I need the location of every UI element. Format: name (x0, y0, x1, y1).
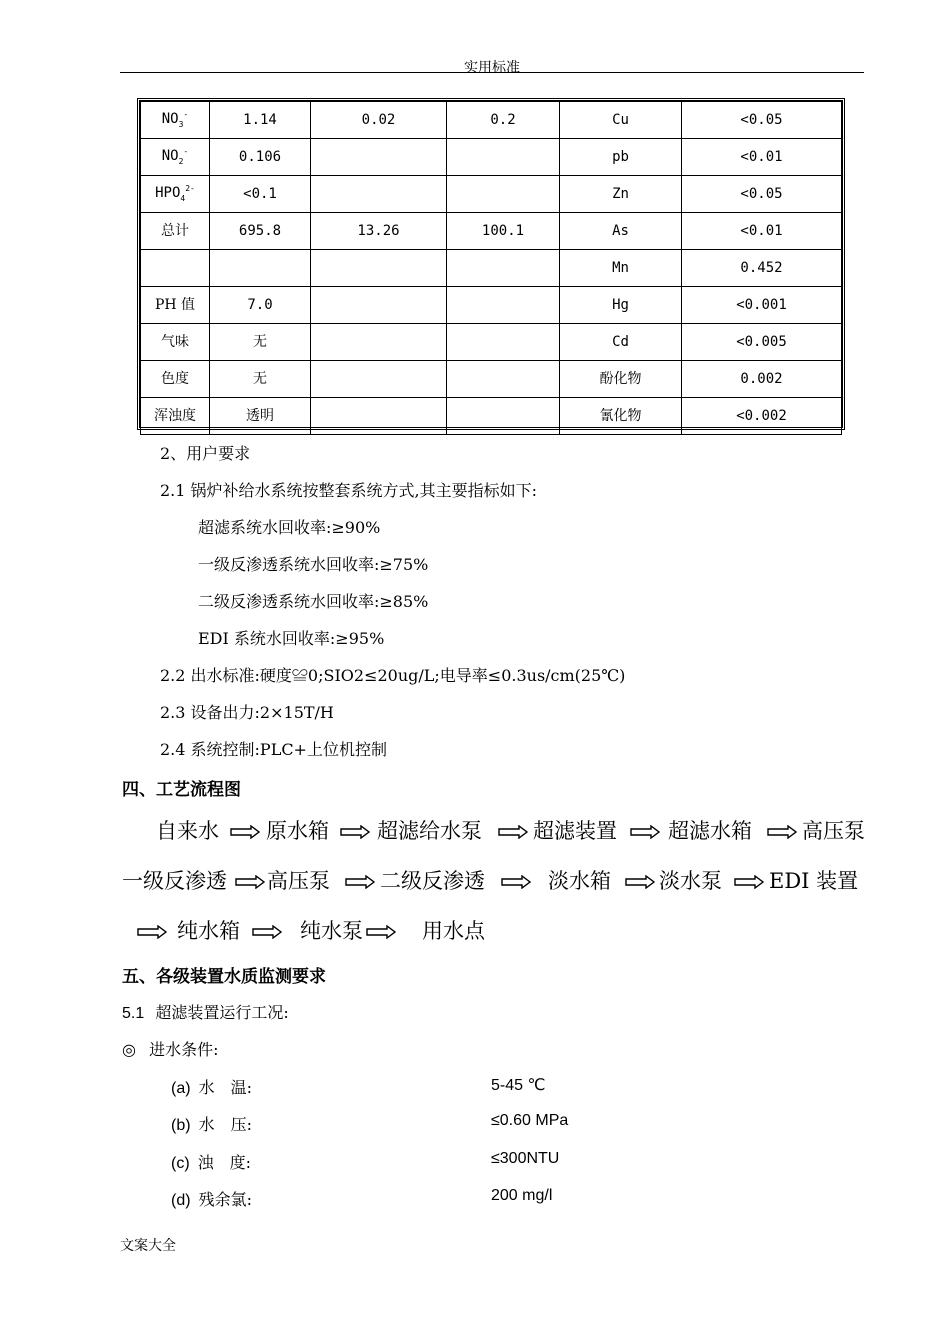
value-cell (447, 287, 560, 324)
subscript: 2 (178, 157, 184, 166)
flow-arrow-icon (230, 825, 260, 839)
cell-text: 无 (253, 371, 267, 387)
value-cell (210, 287, 311, 324)
cell-text: 0.452 (740, 260, 783, 276)
metal-value-cell (682, 324, 842, 361)
value-cell (311, 102, 447, 139)
flow-arrow-icon (345, 875, 375, 889)
recovery-edi: EDI 系统水回收率:≥95% (198, 629, 385, 648)
cell-text: <0.05 (740, 186, 783, 202)
condition-value: ≤300NTU (491, 1150, 560, 1167)
cell-text: Mn (612, 260, 629, 276)
flow-arrow-icon (734, 875, 764, 889)
flow-arrow-icon (137, 925, 167, 939)
value-cell (311, 324, 447, 361)
flow-step: 用水点 (422, 919, 485, 943)
subsection-title: 超滤装置运行工况: (155, 1003, 289, 1022)
flow-arrow-icon (235, 875, 265, 889)
inlet-conditions-title (122, 1037, 218, 1060)
value-cell (447, 176, 560, 213)
flow-arrow-icon (767, 825, 797, 839)
value-cell (447, 139, 560, 176)
cell-text: 透明 (246, 408, 274, 424)
cell-text: As (612, 223, 629, 239)
cell-text: <0.01 (740, 223, 783, 239)
table-row (141, 250, 842, 287)
page-header: 实用标准 (464, 60, 520, 76)
metal-cell (560, 102, 682, 139)
cell-text: 酚化物 (599, 371, 642, 387)
metal-value-cell (682, 398, 842, 435)
ion-cell (141, 361, 210, 398)
cell-text: 0.2 (490, 112, 516, 128)
item-2-4: 2.4 系统控制:PLC+上位机控制 (160, 740, 387, 759)
ion-cell (141, 213, 210, 250)
value-cell (447, 250, 560, 287)
item-2-3: 2.3 设备出力:2×15T/H (160, 703, 334, 722)
cell-text: <0.005 (736, 334, 787, 350)
flow-step: 原水箱 (266, 819, 329, 843)
flow-arrow-icon (498, 825, 528, 839)
flow-arrow-icon (366, 925, 396, 939)
cell-text: Hg (612, 297, 629, 313)
item-2-1: 2.1 锅炉补给水系统按整套系统方式,其主要指标如下: (160, 481, 538, 500)
cell-text: 7.0 (247, 297, 273, 313)
condition-label (171, 1150, 251, 1173)
subsection-5-1 (122, 1000, 289, 1023)
condition-key: (d) (171, 1192, 191, 1209)
section-5-heading: 五、各级装置水质监测要求 (122, 967, 326, 987)
value-cell (210, 250, 311, 287)
value-cell (210, 176, 311, 213)
page-footer: 文案大全 (120, 1238, 176, 1254)
cell-text: <0.05 (740, 112, 783, 128)
flow-arrow-icon (340, 825, 370, 839)
flow-step: 淡水泵 (659, 869, 722, 893)
condition-key: (a) (171, 1080, 191, 1097)
item-2-2: 2.2 出水标准:硬度≌0;SIO2≤20ug/L;电导率≤0.3us/cm(25℃) (160, 666, 626, 685)
cell-text: NO (161, 148, 179, 164)
value-cell (210, 398, 311, 435)
value-cell (210, 361, 311, 398)
condition-label (171, 1075, 252, 1098)
cell-text: 0.002 (740, 371, 783, 387)
metal-value-cell (682, 250, 842, 287)
condition-label (171, 1112, 252, 1135)
condition-key: (b) (171, 1117, 191, 1134)
cell-text: 0.106 (238, 149, 282, 165)
flow-step: 高压泵 (267, 869, 330, 893)
value-cell (210, 139, 311, 176)
flow-step: 高压泵 (802, 819, 865, 843)
flow-step: 淡水箱 (548, 869, 611, 893)
metal-cell (560, 139, 682, 176)
cell-text: 气味 (161, 334, 189, 350)
flow-step: 一级反渗透 (122, 869, 227, 893)
table-row (141, 213, 842, 250)
metal-cell (560, 213, 682, 250)
ion-cell (141, 139, 210, 176)
condition-name: 浊 度: (197, 1153, 252, 1172)
cell-text: 695.8 (238, 223, 282, 239)
metal-cell (560, 398, 682, 435)
cell-text: 浑浊度 (154, 408, 196, 424)
ion-cell (141, 287, 210, 324)
cell-text: NO (161, 111, 179, 127)
condition-name: 残余氯: (198, 1190, 252, 1209)
metal-value-cell (682, 287, 842, 324)
value-cell (311, 361, 447, 398)
recovery-ro2: 二级反渗透系统水回收率:≥85% (198, 592, 429, 611)
ion-cell (141, 324, 210, 361)
metal-value-cell (682, 139, 842, 176)
flow-step: EDI 装置 (769, 869, 859, 893)
value-cell (311, 213, 447, 250)
flow-arrow-icon (252, 925, 282, 939)
cell-text: Cu (612, 112, 629, 128)
metal-value-cell (682, 102, 842, 139)
condition-key: (c) (171, 1155, 190, 1172)
flow-step: 纯水箱 (177, 919, 240, 943)
value-cell (311, 250, 447, 287)
inlet-conditions-label: 进水条件: (149, 1040, 219, 1059)
table-row (141, 287, 842, 324)
subscript: 4 (180, 194, 186, 203)
cell-text: 无 (253, 334, 267, 350)
value-cell (447, 324, 560, 361)
flow-step: 超滤给水泵 (377, 819, 482, 843)
metal-value-cell (682, 361, 842, 398)
cell-text: 总计 (161, 223, 189, 239)
cell-text: <0.01 (740, 149, 783, 165)
water-quality-table (137, 98, 845, 430)
recovery-uf: 超滤系统水回收率:≥90% (198, 518, 381, 537)
flow-step: 超滤水箱 (668, 819, 752, 843)
superscript: 2- (185, 184, 195, 193)
flow-arrow-icon (625, 875, 655, 889)
value-cell (447, 102, 560, 139)
metal-cell (560, 176, 682, 213)
flow-step: 纯水泵 (300, 919, 363, 943)
bullet-icon: ◎ (122, 1040, 136, 1059)
table-row (141, 102, 842, 139)
cell-text: 氰化物 (599, 408, 642, 424)
subscript: 3 (178, 120, 184, 129)
value-cell (447, 398, 560, 435)
value-cell (311, 176, 447, 213)
flow-step: 超滤装置 (533, 819, 617, 843)
cell-text: HPO (155, 185, 181, 201)
value-cell (311, 287, 447, 324)
condition-value: 200 mg/l (491, 1187, 553, 1204)
cell-text: pb (612, 149, 629, 165)
value-cell (210, 324, 311, 361)
cell-text: <0.002 (736, 408, 787, 424)
subsection-number: 5.1 (122, 1005, 145, 1022)
cell-text: 0.02 (361, 112, 396, 128)
condition-name: 水 压: (198, 1115, 252, 1134)
recovery-ro1: 一级反渗透系统水回收率:≥75% (198, 555, 429, 574)
cell-text: <0.1 (243, 186, 277, 202)
condition-name: 水 温: (198, 1078, 252, 1097)
header-rule (120, 72, 864, 73)
metal-cell (560, 361, 682, 398)
ion-cell (141, 398, 210, 435)
section-2-title: 2、用户要求 (160, 444, 251, 463)
cell-text: <0.001 (736, 297, 787, 313)
section-4-heading: 四、工艺流程图 (122, 780, 241, 800)
cell-text: 13.26 (357, 223, 400, 239)
table-row (141, 324, 842, 361)
flow-arrow-icon (501, 875, 531, 889)
condition-label (171, 1187, 252, 1210)
superscript: - (183, 147, 189, 156)
cell-text: 1.14 (243, 112, 277, 128)
value-cell (210, 102, 311, 139)
value-cell (447, 213, 560, 250)
metal-cell (560, 250, 682, 287)
superscript: - (183, 110, 189, 119)
cell-text: PH 值 (154, 297, 196, 313)
flow-arrow-icon (630, 825, 660, 839)
table-row (141, 361, 842, 398)
metal-value-cell (682, 176, 842, 213)
metal-cell (560, 287, 682, 324)
value-cell (311, 139, 447, 176)
flow-step: 二级反渗透 (380, 869, 485, 893)
ion-cell (141, 250, 210, 287)
table-row (141, 139, 842, 176)
cell-text: 色度 (161, 371, 189, 387)
condition-value: 5-45 ℃ (491, 1077, 546, 1094)
cell-text: Zn (612, 186, 629, 202)
ion-cell (141, 102, 210, 139)
flow-step: 自来水 (156, 819, 219, 843)
cell-text: 100.1 (481, 223, 525, 239)
value-cell (210, 213, 311, 250)
table-row (141, 398, 842, 435)
ion-cell (141, 176, 210, 213)
table-row (141, 176, 842, 213)
value-cell (447, 361, 560, 398)
value-cell (311, 398, 447, 435)
condition-value: ≤0.60 MPa (491, 1112, 569, 1129)
cell-text: Cd (612, 334, 629, 350)
metal-cell (560, 324, 682, 361)
metal-value-cell (682, 213, 842, 250)
